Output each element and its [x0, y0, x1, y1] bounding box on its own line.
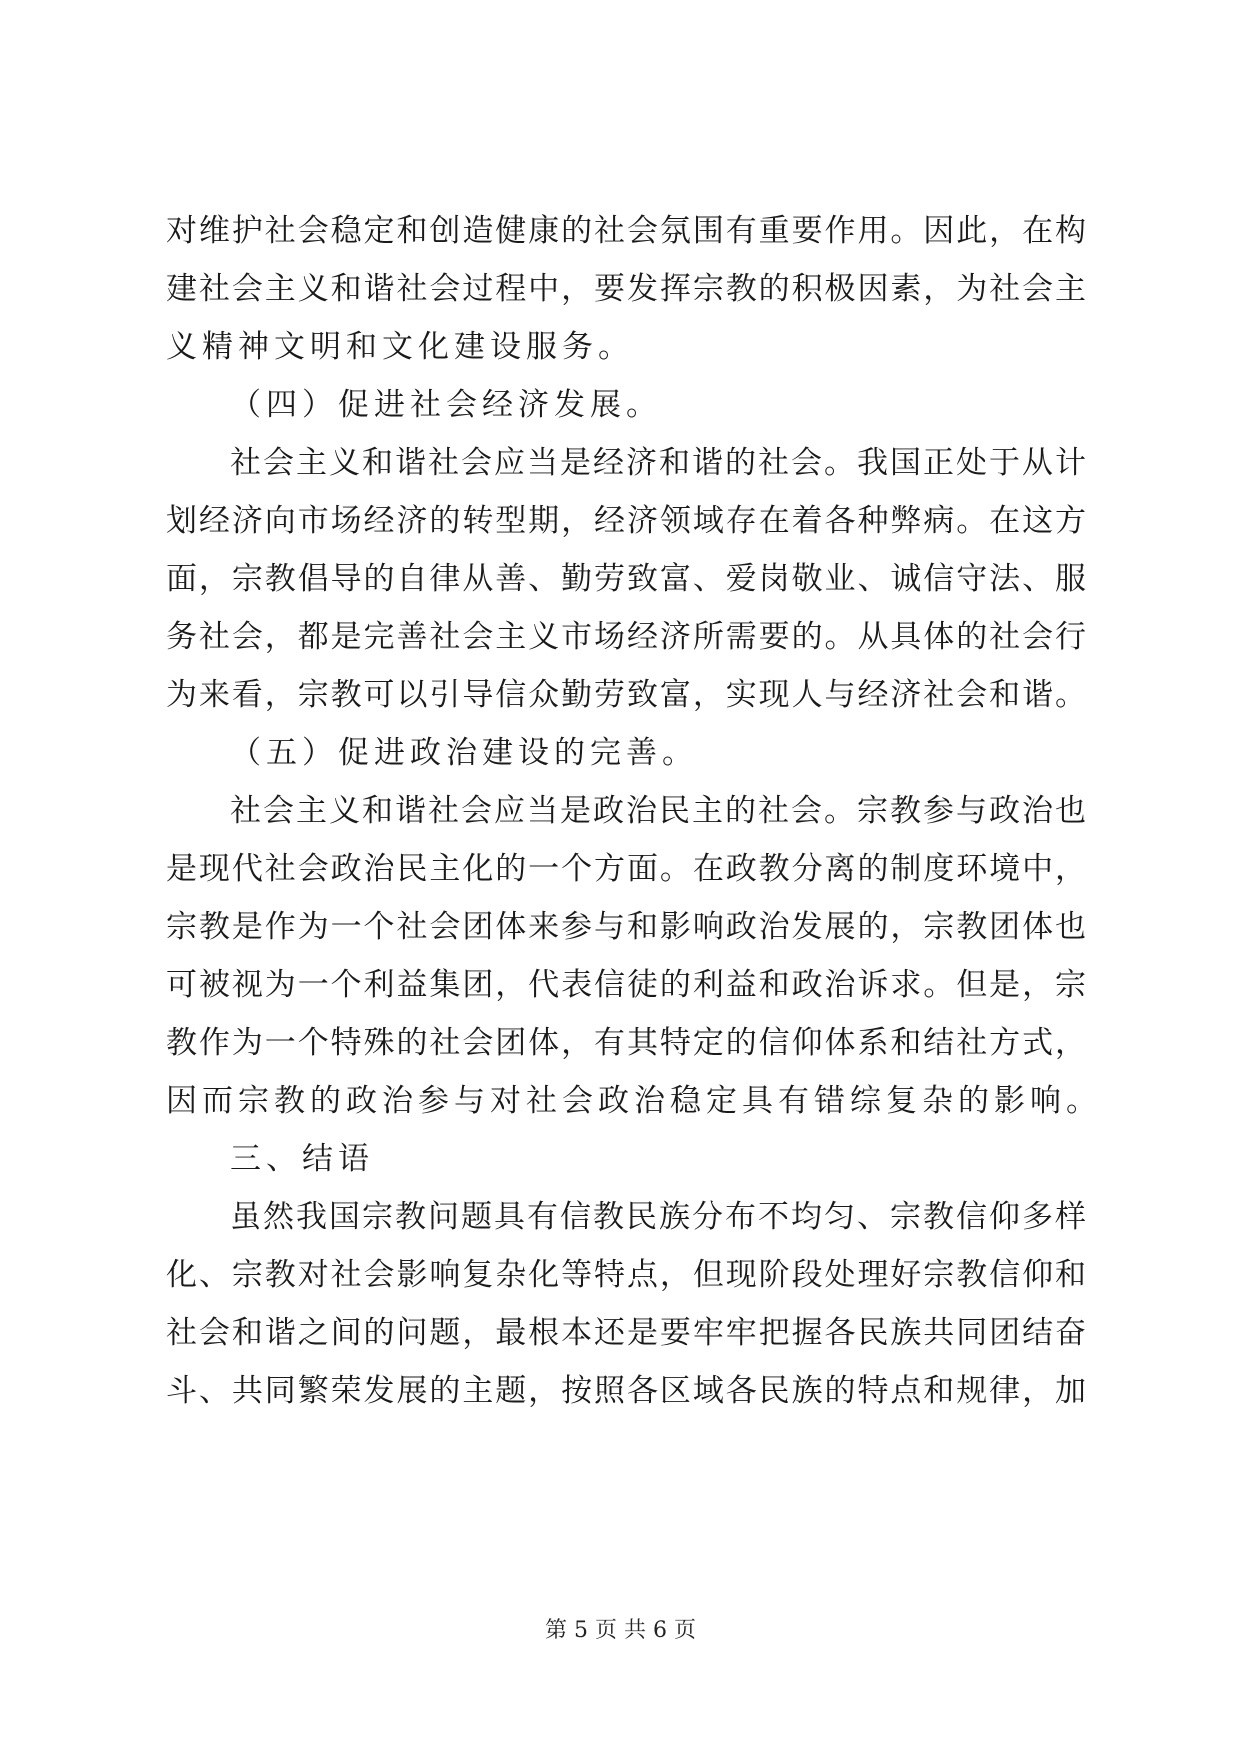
body-text-line: 面，宗教倡导的自律从善、勤劳致富、爱岗敬业、诚信守法、服 — [166, 561, 1086, 597]
body-text-line: 是现代社会政治民主化的一个方面。在政教分离的制度环境中， — [166, 851, 1086, 887]
body-text-line: 务社会，都是完善社会主义市场经济所需要的。从具体的社会行 — [166, 619, 1086, 655]
body-text-line: 斗、共同繁荣发展的主题，按照各区域各民族的特点和规律，加 — [166, 1373, 1086, 1409]
body-text-line: 可被视为一个利益集团，代表信徒的利益和政治诉求。但是，宗 — [166, 967, 1086, 1003]
body-text-line: 对维护社会稳定和创造健康的社会氛围有重要作用。因此，在构 — [166, 213, 1086, 249]
section-heading: 三、结语 — [230, 1141, 374, 1177]
body-text-line: 社会主义和谐社会应当是政治民主的社会。宗教参与政治也 — [230, 793, 1086, 829]
body-text-line: 因而宗教的政治参与对社会政治稳定具有错综复杂的影响。 — [166, 1083, 1102, 1119]
section-heading: （四）促进社会经济发展。 — [230, 387, 662, 423]
body-text-line: 教作为一个特殊的社会团体，有其特定的信仰体系和结社方式， — [166, 1025, 1086, 1061]
body-text-line: 义精神文明和文化建设服务。 — [166, 329, 634, 365]
body-text-line: 虽然我国宗教问题具有信教民族分布不均匀、宗教信仰多样 — [230, 1199, 1086, 1235]
page-number-footer: 第 5 页 共 6 页 — [545, 1618, 696, 1643]
body-text-line: 划经济向市场经济的转型期，经济领域存在着各种弊病。在这方 — [166, 503, 1086, 539]
body-text-line: 化、宗教对社会影响复杂化等特点，但现阶段处理好宗教信仰和 — [166, 1257, 1086, 1293]
body-text-line: 宗教是作为一个社会团体来参与和影响政治发展的，宗教团体也 — [166, 909, 1086, 945]
body-text-line: 为来看，宗教可以引导信众勤劳致富，实现人与经济社会和谐。 — [166, 677, 1086, 713]
section-heading: （五）促进政治建设的完善。 — [230, 735, 698, 771]
body-text-line: 社会和谐之间的问题，最根本还是要牢牢把握各民族共同团结奋 — [166, 1315, 1086, 1351]
body-text-line: 社会主义和谐社会应当是经济和谐的社会。我国正处于从计 — [230, 445, 1086, 481]
body-text-line: 建社会主义和谐社会过程中，要发挥宗教的积极因素，为社会主 — [166, 271, 1086, 307]
